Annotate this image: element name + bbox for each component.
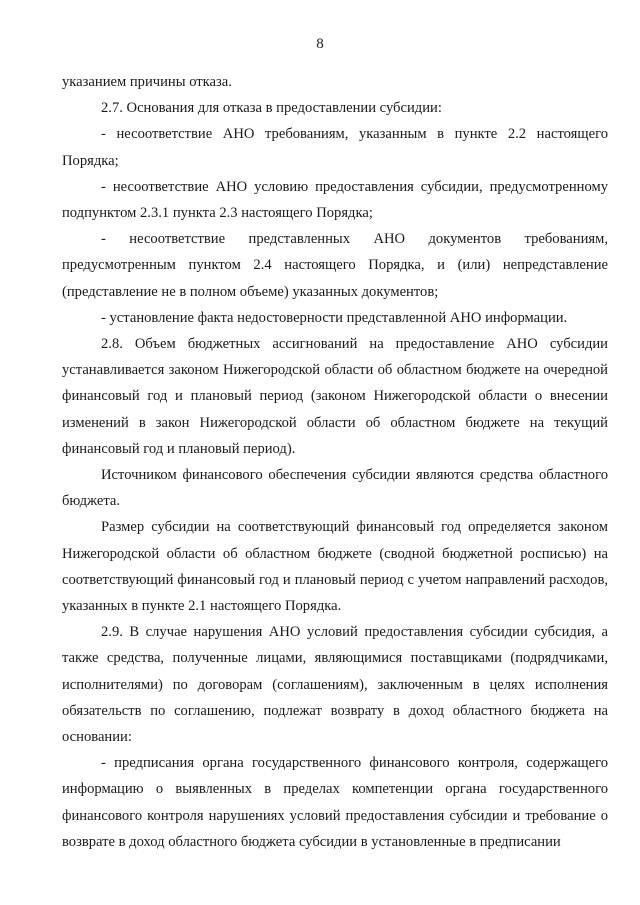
paragraph-funding-source: Источником финансового обеспечения субсидии являются средства областного бюджета.	[62, 467, 608, 510]
paragraph-2-9-item-1: - предписания органа государственного финансового контроля, содержащего информацию о выявленных в пределах компетенции органа государственного финансового контроля нарушениях условий предоставления субсидии и требование о возврате в доход областного бюджета субсидии в установленные в предписании	[62, 755, 608, 850]
paragraph-continuation: указанием причины отказа.	[62, 74, 232, 90]
page-number: 8	[316, 36, 324, 52]
paragraph-2-8: 2.8. Объем бюджетных ассигнований на предоставление АНО субсидии устанавливается законом Нижегородской области об областном бюджете на очередной финансовый год и плановый период (законом Нижегородской области о внесении изменений в закон Нижегородской области об областном бюджете на текущий финансовый год и плановый период).	[62, 336, 608, 457]
paragraph-2-7-item-1: - несоответствие АНО требованиям, указанным в пункте 2.2 настоящего Порядка;	[62, 126, 608, 169]
paragraph-2-9: 2.9. В случае нарушения АНО условий предоставления субсидии субсидия, а также средства, полученные лицами, являющимися поставщиками (подрядчиками, исполнителями) по договорам (соглашениям), заключенным в целях исполнения обязательств по соглашению, подлежат возврату в доход областного бюджета на основании:	[62, 624, 608, 746]
paragraph-2-7-item-2: - несоответствие АНО условию предоставления субсидии, предусмотренному подпунктом 2.3.1 пункта 2.3 настоящего Порядка;	[62, 178, 608, 222]
paragraph-2-7-item-4: - установление факта недостоверности представленной АНО информации.	[101, 309, 568, 326]
paragraph-subsidy-amount: Размер субсидии на соответствующий финансовый год определяется законом Нижегородской области об областном бюджете (сводной бюджетной росписью) на соответствующий финансовый год и плановый период с учетом направлений расходов, указанных в пункте 2.1 настоящего Порядка.	[62, 519, 608, 615]
paragraph-2-7-item-3: - несоответствие представленных АНО документов требованиям, предусмотренным пунктом 2.4 настоящего Порядка, и (или) непредставление (представление не в полном объеме) указанных документов;	[62, 231, 608, 300]
paragraph-2-7-heading: 2.7. Основания для отказа в предоставлении субсидии:	[101, 100, 442, 117]
document-body	[62, 69, 608, 855]
